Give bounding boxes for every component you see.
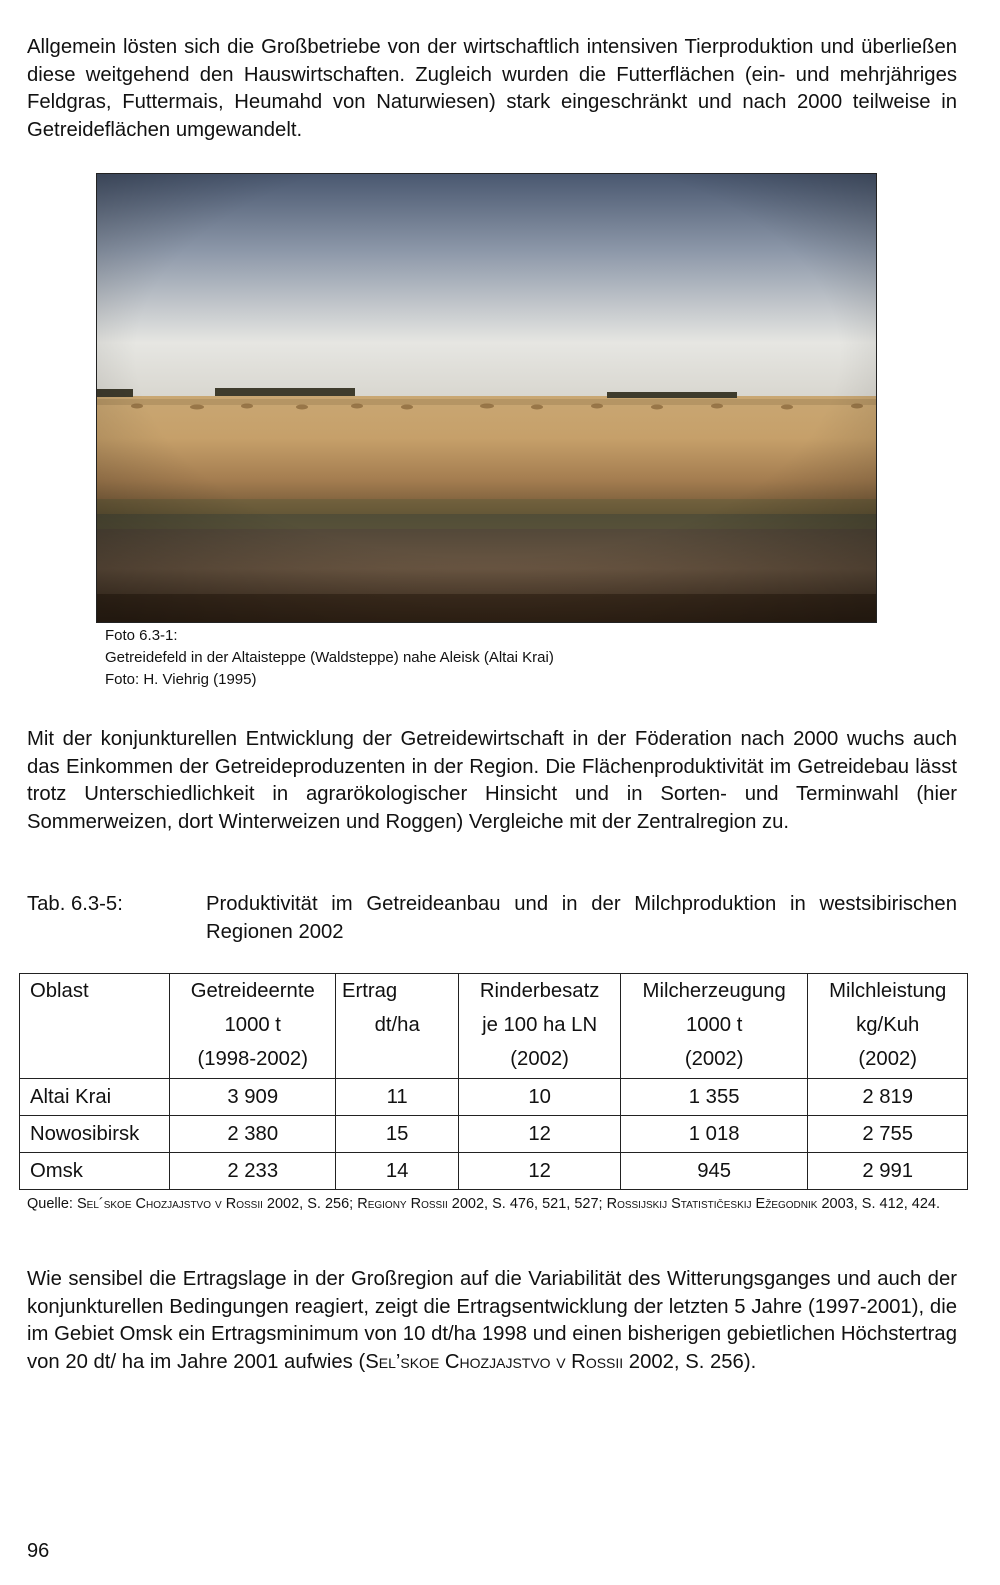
paragraph-2: Mit der konjunkturellen Entwicklung der Getreidewirtschaft in der Föderation nach 2000 wuchs auch das Einkommen der Getreideproduzenten in der Region. Die Flächenproduktivität im Getreidebau lässt trotz Unterschiedlichkeit in agrarökologischer Hinsicht und in Sorten- und Terminwahl (hier Sommerweizen, dort Winterweizen und Roggen) Vergleiche mit der Zentralregion zu. [27, 728, 957, 833]
cell-getreideernte: 2 380 [170, 1116, 336, 1153]
cell-milchleistung: 2 755 [808, 1116, 968, 1153]
cell-milchleistung: 2 991 [808, 1153, 968, 1190]
header-milchleistung: Milchleistung kg/Kuh (2002) [808, 974, 968, 1079]
paragraph-1: Allgemein lösten sich die Großbetriebe von der wirtschaftlich intensiven Tierproduktion und überließen diese weitgehend den Hauswirtschaften. Zugleich wurden die Futterflächen (ein- und mehrjähriges Feldgras, Futtermais, Heumahd von Naturwiesen) stark eingeschränkt und nach 2000 teilweise in Getreideflächen umgewandelt. [27, 36, 957, 141]
steppe-field-image [97, 174, 877, 623]
table-row [20, 1079, 968, 1116]
source-prefix: Quelle: [27, 1196, 77, 1212]
table-row [20, 1116, 968, 1153]
table-source [27, 1193, 957, 1215]
paragraph-3 [27, 1266, 957, 1376]
cell-ertrag: 15 [335, 1116, 458, 1153]
photo-caption [105, 625, 554, 691]
table-label: Tab. 6.3-5: [27, 893, 123, 915]
source-ref-2: Regiony Rossii [357, 1196, 448, 1212]
caption-label: Foto 6.3-1: [105, 627, 178, 644]
page-number: 96 [27, 1540, 50, 1562]
cell-rinderbesatz: 12 [459, 1116, 621, 1153]
header-oblast: Oblast [20, 974, 170, 1079]
header-getreideernte: Getreideernte 1000 t (1998-2002) [170, 974, 336, 1079]
source-ref-1: Sel´skoe Chozjajstvo v Rossii [76, 1196, 263, 1212]
source-text-2: 2002, S. 476, 521, 527; [447, 1196, 607, 1212]
source-text-1: 2002, S. 256; [262, 1196, 358, 1212]
header-rinderbesatz: Rinderbesatz je 100 ha LN (2002) [459, 974, 621, 1079]
paragraph-3-text: Wie sensibel die Ertragslage in der Großregion auf die Variabilität des Witterungsganges und auch der konjunkturellen Bedingungen reagiert, zeigt die Ertragsentwicklung der letzten 5 Jahre (1997-2001), die im Gebiet Omsk ein Ertragsminimum von 10 dt/ha 1998 und einen bisherigen gebietlichen Höchstertrag von 20 dt/ ha im Jahre 2001 aufwies ( [27, 1268, 957, 1373]
table-title: Produktivität im Getreideanbau und in der Milchproduktion in westsibirischen Regionen 2002 [206, 893, 957, 943]
table-header-row [20, 974, 968, 1079]
source-ref-3: Rossijskij Statističeskij Ežegodnik [606, 1196, 818, 1212]
cell-oblast: Omsk [20, 1153, 170, 1190]
paragraph-3-citation: Sel’skoe Chozjajstvo v Rossii [365, 1350, 624, 1373]
cell-milchleistung: 2 819 [808, 1079, 968, 1116]
cell-getreideernte: 2 233 [170, 1153, 336, 1190]
cell-milcherzeugung: 1 355 [620, 1079, 808, 1116]
cell-ertrag: 11 [335, 1079, 458, 1116]
header-milcherzeugung: Milcherzeugung 1000 t (2002) [620, 974, 808, 1079]
cell-milcherzeugung: 945 [620, 1153, 808, 1190]
header-ertrag: Ertrag dt/ha [335, 974, 458, 1079]
caption-text: Getreidefeld in der Altaisteppe (Waldsteppe) nahe Aleisk (Altai Krai) [105, 649, 554, 666]
cell-ertrag: 14 [335, 1153, 458, 1190]
source-text-3: 2003, S. 412, 424. [817, 1196, 941, 1212]
paragraph-3-end: 2002, S. 256). [623, 1350, 757, 1373]
cell-getreideernte: 3 909 [170, 1079, 336, 1116]
cell-milcherzeugung: 1 018 [620, 1116, 808, 1153]
caption-credit: Foto: H. Viehrig (1995) [105, 671, 257, 688]
cell-rinderbesatz: 12 [459, 1153, 621, 1190]
field-photo [96, 173, 877, 623]
cell-oblast: Nowosibirsk [20, 1116, 170, 1153]
table-row [20, 1153, 968, 1190]
productivity-table [19, 973, 968, 1190]
cell-rinderbesatz: 10 [459, 1079, 621, 1116]
cell-oblast: Altai Krai [20, 1079, 170, 1116]
